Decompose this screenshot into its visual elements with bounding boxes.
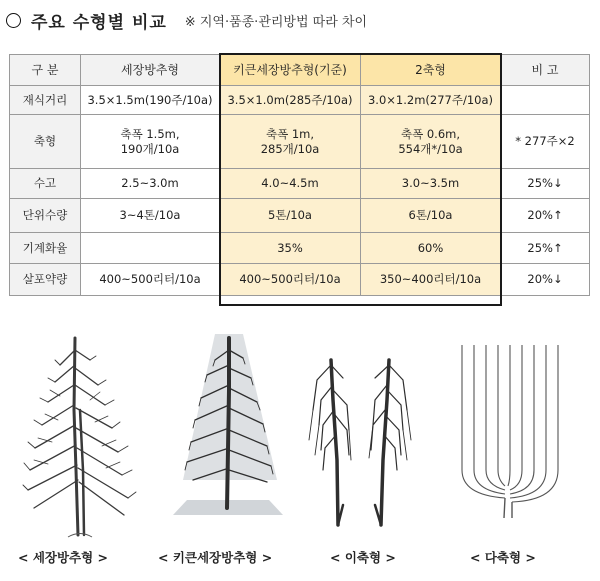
table-cell: 35% [220,233,361,264]
column-header: 2축형 [361,55,501,86]
table-cell: 400~500리터/10a [81,264,220,296]
table-cell: 60% [361,233,501,264]
row-label: 단위수량 [10,199,81,233]
table-row [10,115,590,169]
table-cell: 4.0~4.5m [220,169,361,199]
column-header: 비 고 [501,55,590,86]
row-label: 재식거리 [10,86,81,115]
row-label: 축형 [10,115,81,169]
table-cell: 축폭 1m, 285개/10a [220,115,361,169]
row-label: 수고 [10,169,81,199]
table-cell: 25%↓ [501,169,590,199]
table-row [10,233,590,264]
table-cell: 3.0×1.2m(277주/10a) [361,86,501,115]
table-cell: * 277주×2 [501,115,590,169]
table-cell: 6톤/10a [361,199,501,233]
row-label: 살포약량 [10,264,81,296]
column-header: 구 분 [10,55,81,86]
table-cell: 3.0~3.5m [361,169,501,199]
table-row [10,199,590,233]
two-axis-tree-illustration [303,330,423,540]
circle-bullet-icon [6,13,21,28]
table-cell: 3.5×1.5m(190주/10a) [81,86,220,115]
caption-tall-spindle: < 키큰세장방추형 > [158,550,273,565]
row-label: 기계화율 [10,233,81,264]
title-row [6,6,367,34]
table-cell: 20%↓ [501,264,590,296]
multi-axis-tree-illustration [450,330,570,520]
table-cell: 2.5~3.0m [81,169,220,199]
table-cell: 20%↑ [501,199,590,233]
spindle-tree-illustration [20,330,140,540]
table-cell: 축폭 0.6m, 554개*/10a [361,115,501,169]
caption-multi-axis: < 다축형 > [470,550,536,565]
column-header: 키큰세장방추형(기준) [220,55,361,86]
table-cell: 3.5×1.0m(285주/10a) [220,86,361,115]
table-cell: 축폭 1.5m, 190개/10a [81,115,220,169]
table-row [10,86,590,115]
caption-spindle: < 세장방추형 > [18,550,109,565]
table-cell: 350~400리터/10a [361,264,501,296]
table-row [10,169,590,199]
table-cell: 400~500리터/10a [220,264,361,296]
table-cell [501,86,590,115]
comparison-table [9,54,590,296]
table-cell [81,233,220,264]
caption-two-axis: < 이축형 > [330,550,396,565]
table-cell: 5톤/10a [220,199,361,233]
page-title: 주요 수형별 비교 [31,12,167,33]
column-header: 세장방추형 [81,55,220,86]
table-row [10,264,590,296]
table-header-row [10,55,590,86]
table-cell: 3~4톤/10a [81,199,220,233]
table-cell: 25%↑ [501,233,590,264]
tall-spindle-tree-illustration [165,330,295,525]
title-note: ※ 지역·품종·관리방법 따라 차이 [184,14,368,30]
